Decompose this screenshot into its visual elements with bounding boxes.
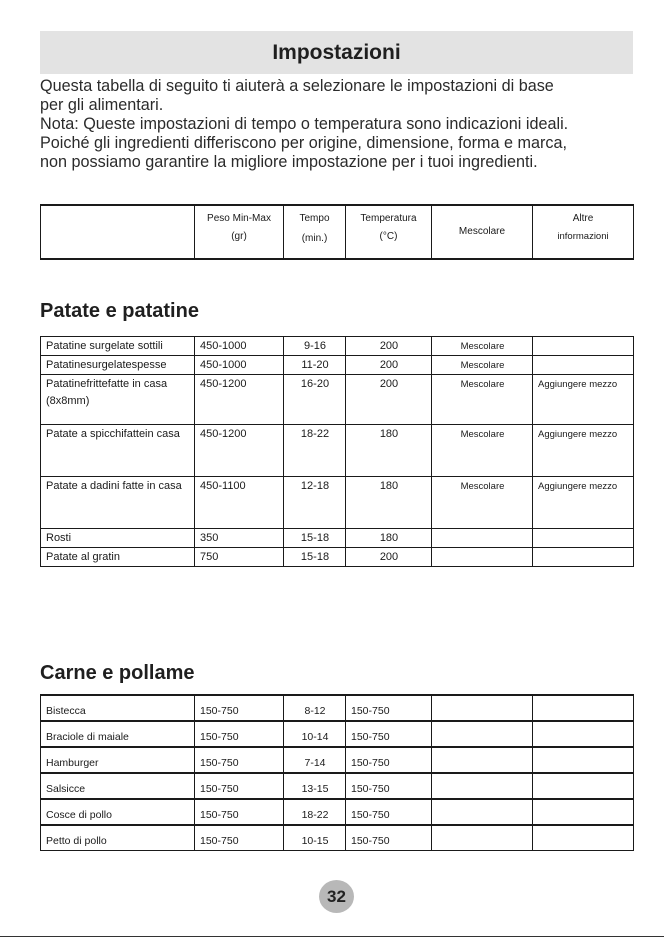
table-row xyxy=(41,529,634,548)
cell-peso: 450-1100 xyxy=(195,477,284,529)
header-empty-cell xyxy=(41,205,195,259)
intro-line: Questa tabella di seguito ti aiuterà a selezionare le impostazioni di base xyxy=(40,77,554,95)
cell-peso: 750 xyxy=(195,548,284,567)
cell-tempo: 16-20 xyxy=(284,375,346,425)
cell-info xyxy=(533,747,634,773)
cell-mix xyxy=(432,825,533,851)
cell-mix: Mescolare xyxy=(432,356,533,375)
cell-info xyxy=(533,695,634,721)
title-bar xyxy=(40,31,633,74)
cell-peso: 150-750 xyxy=(195,747,284,773)
section-title-patate: Patate e patatine xyxy=(40,300,199,322)
cell-mix xyxy=(432,695,533,721)
table-row xyxy=(41,548,634,567)
cell-tempo: 10-15 xyxy=(284,825,346,851)
cell-name: Patate a dadini fatte in casa xyxy=(41,477,195,529)
cell-mix: Mescolare xyxy=(432,477,533,529)
table-row xyxy=(41,799,634,825)
cell-name: Bistecca xyxy=(41,695,195,721)
cell-info xyxy=(533,799,634,825)
cell-mix xyxy=(432,773,533,799)
table-row xyxy=(41,375,634,425)
page-number: 32 xyxy=(319,880,354,913)
cell-temp: 180 xyxy=(346,425,432,477)
cell-mix: Mescolare xyxy=(432,425,533,477)
cell-peso: 150-750 xyxy=(195,799,284,825)
header-tempo xyxy=(284,205,346,259)
cell-tempo: 15-18 xyxy=(284,548,346,567)
cell-info xyxy=(533,825,634,851)
cell-name: Patatinesurgelatespesse xyxy=(41,356,195,375)
header-altre-sub: informazioni xyxy=(557,231,609,242)
header-tempo-unit: (min.) xyxy=(301,233,328,244)
header-peso-unit: (gr) xyxy=(231,231,247,242)
cell-info xyxy=(533,356,634,375)
cell-info xyxy=(533,721,634,747)
cell-mix xyxy=(432,529,533,548)
intro-line: per gli alimentari. xyxy=(40,96,164,114)
cell-info: Aggiungere mezzo xyxy=(533,425,634,477)
cell-peso: 450-1000 xyxy=(195,356,284,375)
intro-line: Nota: Queste impostazioni di tempo o temperatura sono indicazioni ideali. xyxy=(40,115,569,133)
cell-temp: 200 xyxy=(346,375,432,425)
table-row xyxy=(41,356,634,375)
cell-temp: 150-750 xyxy=(346,799,432,825)
cell-temp: 150-750 xyxy=(346,695,432,721)
cell-name: Patate a spicchifattein casa xyxy=(41,425,195,477)
cell-name: Patatine surgelate sottili xyxy=(41,337,195,356)
cell-tempo: 18-22 xyxy=(284,425,346,477)
cell-mix xyxy=(432,747,533,773)
cell-temp: 200 xyxy=(346,548,432,567)
header-mescolare xyxy=(432,205,533,259)
cell-tempo: 10-14 xyxy=(284,721,346,747)
cell-temp: 150-750 xyxy=(346,825,432,851)
page-title: Impostazioni xyxy=(272,40,401,64)
cell-info xyxy=(533,773,634,799)
header-peso xyxy=(195,205,284,259)
cell-name: Cosce di pollo xyxy=(41,799,195,825)
cell-temp: 200 xyxy=(346,337,432,356)
cell-peso: 150-750 xyxy=(195,695,284,721)
cell-tempo: 7-14 xyxy=(284,747,346,773)
cell-info: Aggiungere mezzo xyxy=(533,375,634,425)
cell-temp: 150-750 xyxy=(346,747,432,773)
header-altre-label: Altre xyxy=(572,213,594,224)
cell-mix: Mescolare xyxy=(432,337,533,356)
cell-peso: 150-750 xyxy=(195,773,284,799)
carne-table xyxy=(40,694,634,851)
cell-peso: 450-1000 xyxy=(195,337,284,356)
cell-tempo: 15-18 xyxy=(284,529,346,548)
cell-mix xyxy=(432,799,533,825)
cell-info: Aggiungere mezzo xyxy=(533,477,634,529)
section-title-carne: Carne e pollame xyxy=(40,662,195,684)
table-row xyxy=(41,425,634,477)
cell-peso: 150-750 xyxy=(195,721,284,747)
cell-temp: 180 xyxy=(346,477,432,529)
patate-table xyxy=(40,336,634,567)
cell-tempo: 11-20 xyxy=(284,356,346,375)
cell-name: Rosti xyxy=(41,529,195,548)
cell-info xyxy=(533,548,634,567)
header-altre xyxy=(533,205,634,259)
cell-temp: 150-750 xyxy=(346,773,432,799)
cell-mix xyxy=(432,548,533,567)
table-row xyxy=(41,747,634,773)
cell-mix xyxy=(432,721,533,747)
cell-name: Braciole di maiale xyxy=(41,721,195,747)
cell-name: Patate al gratin xyxy=(41,548,195,567)
intro-text xyxy=(40,77,640,172)
cell-peso: 150-750 xyxy=(195,825,284,851)
settings-header-table xyxy=(40,204,634,260)
table-row xyxy=(41,825,634,851)
header-mescolare-label: Mescolare xyxy=(458,226,506,237)
header-temperatura-label: Temperatura xyxy=(360,213,417,224)
header-peso-label: Peso Min-Max xyxy=(207,213,271,224)
cell-peso: 450-1200 xyxy=(195,375,284,425)
header-temperatura xyxy=(346,205,432,259)
table-row xyxy=(41,695,634,721)
bottom-rule xyxy=(0,936,664,937)
cell-mix: Mescolare xyxy=(432,375,533,425)
cell-name: Salsicce xyxy=(41,773,195,799)
cell-info xyxy=(533,337,634,356)
intro-line: Poiché gli ingredienti differiscono per origine, dimensione, forma e marca, xyxy=(40,134,567,152)
cell-tempo: 9-16 xyxy=(284,337,346,356)
table-row xyxy=(41,773,634,799)
cell-temp: 180 xyxy=(346,529,432,548)
table-row xyxy=(41,477,634,529)
header-temperatura-unit: (°C) xyxy=(379,231,398,242)
cell-temp: 150-750 xyxy=(346,721,432,747)
cell-tempo: 18-22 xyxy=(284,799,346,825)
cell-name: Patatinefrittefatte in casa (8x8mm) xyxy=(41,375,195,425)
cell-peso: 450-1200 xyxy=(195,425,284,477)
cell-name: Hamburger xyxy=(41,747,195,773)
cell-tempo: 8-12 xyxy=(284,695,346,721)
cell-info xyxy=(533,529,634,548)
table-row xyxy=(41,721,634,747)
cell-tempo: 13-15 xyxy=(284,773,346,799)
cell-temp: 200 xyxy=(346,356,432,375)
table-row xyxy=(41,337,634,356)
cell-tempo: 12-18 xyxy=(284,477,346,529)
intro-line: non possiamo garantire la migliore impostazione per i tuoi ingredienti. xyxy=(40,153,538,171)
cell-peso: 350 xyxy=(195,529,284,548)
cell-name: Petto di pollo xyxy=(41,825,195,851)
header-tempo-label: Tempo xyxy=(299,213,330,224)
